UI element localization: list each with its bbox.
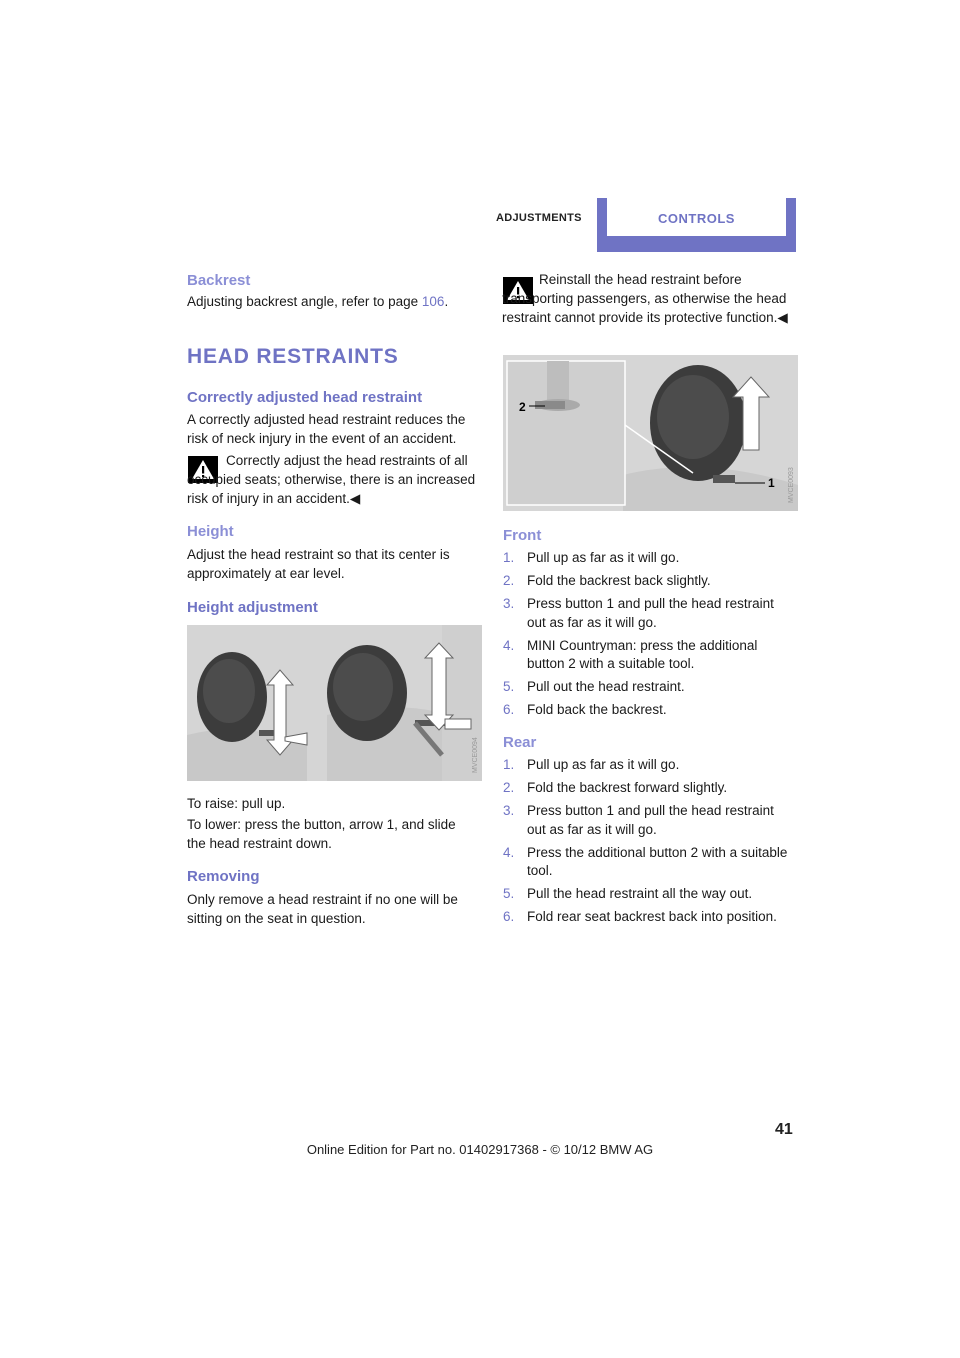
list-item: 1. Pull up as far as it will go. xyxy=(503,550,680,565)
height-title: Height xyxy=(187,523,234,540)
raise-text: To raise: pull up. xyxy=(187,796,286,811)
list-item: 5. Pull the head restraint all the way out. xyxy=(503,886,753,901)
chapter-tab xyxy=(597,198,796,252)
list-item: 5. Pull out the head restraint. xyxy=(503,679,685,694)
list-item: 6. Fold rear seat backrest back into position. xyxy=(503,909,777,924)
lower-text: To lower: press the button, arrow 1, and slide the head restraint down. xyxy=(187,817,456,851)
rear-steps xyxy=(503,756,795,931)
page-ref-link[interactable]: 106 xyxy=(421,294,445,309)
rear-title: Rear xyxy=(503,734,537,751)
height-text: Adjust the head restraint so that its center is approximately at ear level. xyxy=(187,547,450,581)
backrest-title: Backrest xyxy=(187,272,251,289)
correct-warning: Correctly adjust the head restraints of all occupied seats; otherwise, there is an increased risk of injury in an accident.◀ xyxy=(187,453,476,506)
removing-warning: Reinstall the head restraint before transporting passengers, as otherwise the head restraint cannot provide its protective function.◀ xyxy=(502,272,788,325)
removing-figure xyxy=(503,355,798,511)
height-adjustment-figure xyxy=(187,625,482,781)
figure-code: MVCE0094 xyxy=(472,737,479,773)
list-item: 2. Fold the backrest forward slightly. xyxy=(503,780,728,795)
backrest-section xyxy=(187,272,487,311)
figure-code: MVCE0093 xyxy=(788,467,795,503)
list-item: 4. Press the additional button 2 with a suitable tool. xyxy=(503,844,788,878)
correct-text: A correctly adjusted head restraint reduces the risk of neck injury in the event of an accident. xyxy=(187,412,466,446)
removing-text: Only remove a head restraint if no one will be sitting on the seat in question. xyxy=(187,892,458,926)
height-adjustment-title: Height adjustment xyxy=(187,599,318,616)
chapter-tab-label: CONTROLS xyxy=(607,198,786,236)
list-item: 1. Pull up as far as it will go. xyxy=(503,757,680,772)
figure-label-1: 1 xyxy=(768,476,775,490)
front-steps xyxy=(503,549,795,724)
backrest-text: Adjusting backrest angle, refer to page 106. xyxy=(187,294,449,309)
list-item: 3. Press button 1 and pull the head restraint out as far as it will go. xyxy=(503,803,774,837)
removing-title: Removing xyxy=(187,868,260,885)
figure-label-2: 2 xyxy=(519,400,526,414)
list-item: 4. MINI Countryman: press the additional button 2 with a suitable tool. xyxy=(503,637,758,671)
list-item: 6. Fold back the backrest. xyxy=(503,702,667,717)
head-restraints-title: HEAD RESTRAINTS xyxy=(187,345,399,368)
page-number: 41 xyxy=(775,1121,793,1138)
front-title: Front xyxy=(503,527,542,544)
correct-title: Correctly adjusted head restraint xyxy=(187,389,423,406)
list-item: 3. Press button 1 and pull the head restraint out as far as it will go. xyxy=(503,596,774,630)
list-item: 2. Fold the backrest back slightly. xyxy=(503,573,711,588)
section-label: ADJUSTMENTS xyxy=(496,212,582,224)
footer-text: Online Edition for Part no. 01402917368 - © 10/12 BMW AG xyxy=(306,1142,654,1157)
